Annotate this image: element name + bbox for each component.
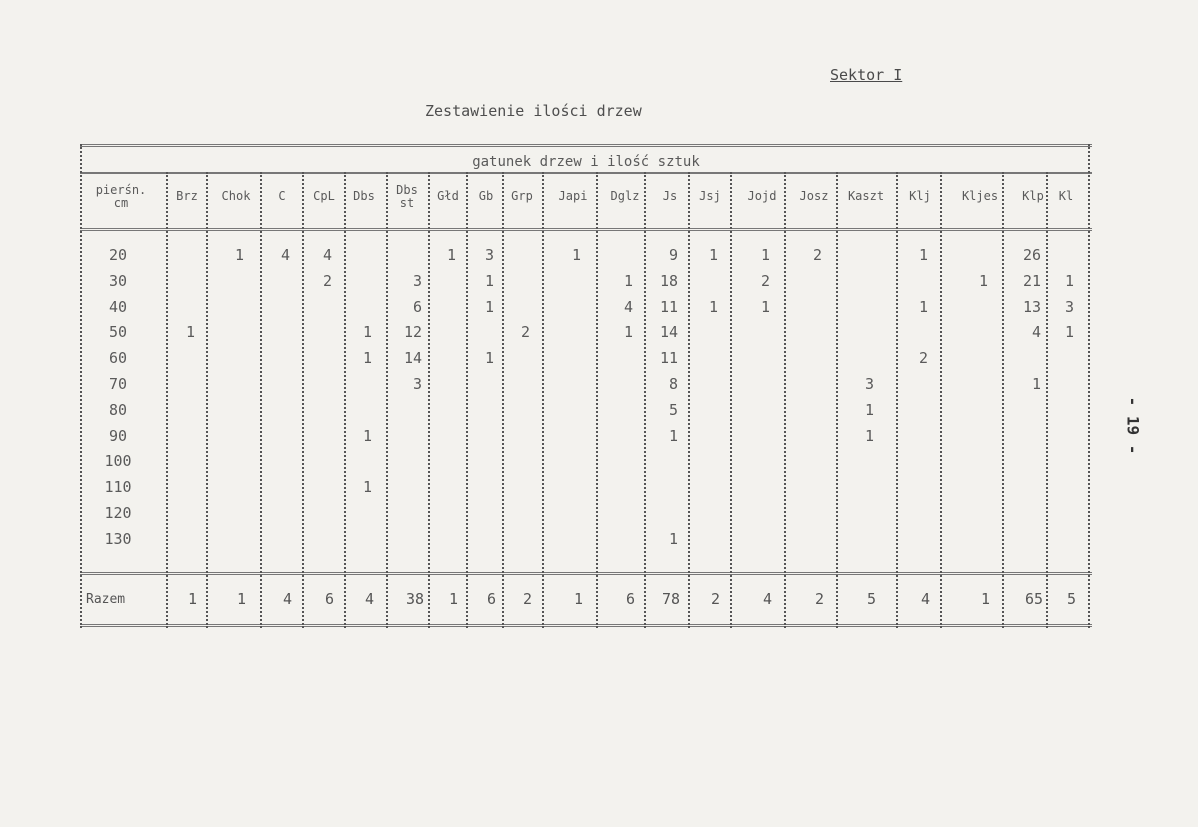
table-cell: 1 [571, 246, 581, 264]
column-separator [836, 172, 838, 628]
column-header: Jsj [699, 189, 721, 203]
total-cell: 38 [405, 590, 424, 608]
table-cell: 1 [760, 297, 770, 316]
row-diameter-label: 90 [108, 426, 128, 445]
table-cell: 14 [659, 323, 678, 342]
column-separator [428, 172, 430, 628]
row-diameter-label: 40 [108, 297, 128, 316]
column-separator [1002, 172, 1004, 628]
total-cell: 78 [661, 590, 680, 608]
right-border [1088, 144, 1090, 628]
column-separator [688, 172, 690, 628]
table-cell: 1 [362, 323, 372, 342]
total-cell: 1 [448, 590, 458, 608]
table-cell: 1 [362, 478, 372, 497]
column-separator [206, 172, 208, 628]
top-rule [80, 144, 1092, 147]
table-cell: 13 [1022, 297, 1041, 316]
table-cell: 1 [668, 529, 678, 548]
row-diameter-label: 100 [104, 452, 132, 471]
column-header: Chok [221, 189, 251, 203]
column-header: Gb [478, 189, 494, 203]
document-title: Zestawienie ilości drzew [425, 102, 642, 120]
table-cell: 1 [978, 271, 988, 290]
page-number [1118, 380, 1148, 470]
column-separator [302, 172, 304, 628]
table-cell: 18 [659, 271, 678, 290]
column-separator [166, 172, 168, 628]
total-cell: 5 [1066, 590, 1076, 608]
column-header: Kaszt [847, 189, 885, 203]
total-cell: 4 [762, 590, 772, 608]
left-border [80, 144, 82, 628]
table-cell: 1 [234, 246, 244, 264]
total-cell: 4 [364, 590, 374, 608]
row-diameter-label: 120 [104, 504, 132, 522]
row-diameter-label: 30 [108, 271, 128, 290]
column-separator [596, 172, 598, 628]
column-separator [466, 172, 468, 628]
column-separator [896, 172, 898, 628]
table-cell: 2 [812, 246, 822, 264]
total-cell: 1 [980, 590, 990, 608]
column-separator [502, 172, 504, 628]
total-cell: 2 [522, 590, 532, 608]
table-cell: 4 [623, 297, 633, 316]
row-header-line2: cm [113, 196, 129, 210]
table-cell: 2 [322, 271, 332, 290]
total-label: Razem [86, 592, 126, 607]
table-cell: 3 [412, 375, 422, 393]
total-cell: 65 [1024, 590, 1043, 608]
table-cell: 5 [668, 400, 678, 419]
column-header: Klj [909, 189, 931, 203]
column-separator [730, 172, 732, 628]
column-header: Japi [558, 189, 588, 203]
column-header: Dglz [610, 189, 640, 203]
table-cell: 11 [659, 349, 678, 368]
table-cell: 11 [659, 297, 678, 316]
total-cell: 1 [187, 590, 197, 608]
column-separator [940, 172, 942, 628]
total-cell: 1 [236, 590, 246, 608]
table-cell: 14 [403, 349, 422, 368]
column-separator [542, 172, 544, 628]
row-header-line1: pierśn. [95, 183, 147, 197]
total-cell: 5 [866, 590, 876, 608]
column-header: Klp [1022, 189, 1044, 203]
total-cell: 6 [324, 590, 334, 608]
column-header: Js [662, 189, 678, 203]
table-cell: 1 [760, 246, 770, 264]
sector-label: Sektor I [830, 66, 903, 84]
table-cell: 1 [623, 271, 633, 290]
column-header: Dbs [353, 189, 375, 203]
table-cell: 1 [446, 246, 456, 264]
table-cell: 1 [708, 297, 718, 316]
column-header: Josz [799, 189, 829, 203]
table-cell: 1 [362, 349, 372, 368]
table-cell: 9 [668, 246, 678, 264]
table-cell: 3 [484, 246, 494, 264]
row-diameter-label: 20 [108, 246, 128, 264]
table-cell: 1 [362, 426, 372, 445]
total-cell: 2 [814, 590, 824, 608]
table-cell: 1 [484, 271, 494, 290]
table-cell: 2 [520, 323, 530, 342]
column-separator [386, 172, 388, 628]
column-separator [644, 172, 646, 628]
table-cell: 3 [412, 271, 422, 290]
table-cell: 26 [1022, 246, 1041, 264]
column-header: Brz [176, 189, 198, 203]
column-separator [344, 172, 346, 628]
table-cell: 4 [280, 246, 290, 264]
table-cell: 2 [760, 271, 770, 290]
table-cell: 1 [1064, 323, 1074, 342]
table-cell: 21 [1022, 271, 1041, 290]
row-diameter-label: 80 [108, 400, 128, 419]
column-header: Grp [511, 189, 533, 203]
total-cell: 1 [573, 590, 583, 608]
row-diameter-label: 70 [108, 375, 128, 393]
column-header: Kljes [961, 189, 999, 203]
table-cell: 4 [322, 246, 332, 264]
table-cell: 6 [412, 297, 422, 316]
table-cell: 1 [864, 400, 874, 419]
row-diameter-label: 60 [108, 349, 128, 368]
column-separator [1046, 172, 1048, 628]
table-cell: 12 [403, 323, 422, 342]
table-cell: 3 [864, 375, 874, 393]
row-diameter-label: 50 [108, 323, 128, 342]
page-number-text: - 19 - [1123, 396, 1143, 454]
table-cell: 3 [1064, 297, 1074, 316]
table-cell: 1 [918, 297, 928, 316]
row-diameter-label: 130 [104, 529, 132, 548]
total-cell: 4 [920, 590, 930, 608]
total-cell: 2 [710, 590, 720, 608]
column-header: Kl [1058, 189, 1074, 203]
table-cell: 1 [668, 426, 678, 445]
column-header: C [278, 189, 286, 203]
table-cell: 4 [1031, 323, 1041, 342]
table-cell: 1 [623, 323, 633, 342]
column-header: Dbs st [396, 183, 418, 210]
table-cell: 8 [668, 375, 678, 393]
column-header: Jojd [747, 189, 777, 203]
total-cell: 4 [282, 590, 292, 608]
row-header [86, 184, 156, 210]
table-cell: 1 [484, 297, 494, 316]
column-separator [260, 172, 262, 628]
column-header: Głd [437, 189, 459, 203]
row-diameter-label: 110 [104, 478, 132, 497]
table-cell: 2 [918, 349, 928, 368]
table-cell: 1 [1031, 375, 1041, 393]
column-header: CpL [313, 189, 335, 203]
table-cell: 1 [864, 426, 874, 445]
column-separator [784, 172, 786, 628]
total-cell: 6 [625, 590, 635, 608]
total-cell: 6 [486, 590, 496, 608]
table-header-title: gatunek drzew i ilość sztuk [472, 154, 700, 170]
table-cell: 1 [185, 323, 195, 342]
table-cell: 1 [708, 246, 718, 264]
table-cell: 1 [484, 349, 494, 368]
table-cell: 1 [1064, 271, 1074, 290]
table-cell: 1 [918, 246, 928, 264]
